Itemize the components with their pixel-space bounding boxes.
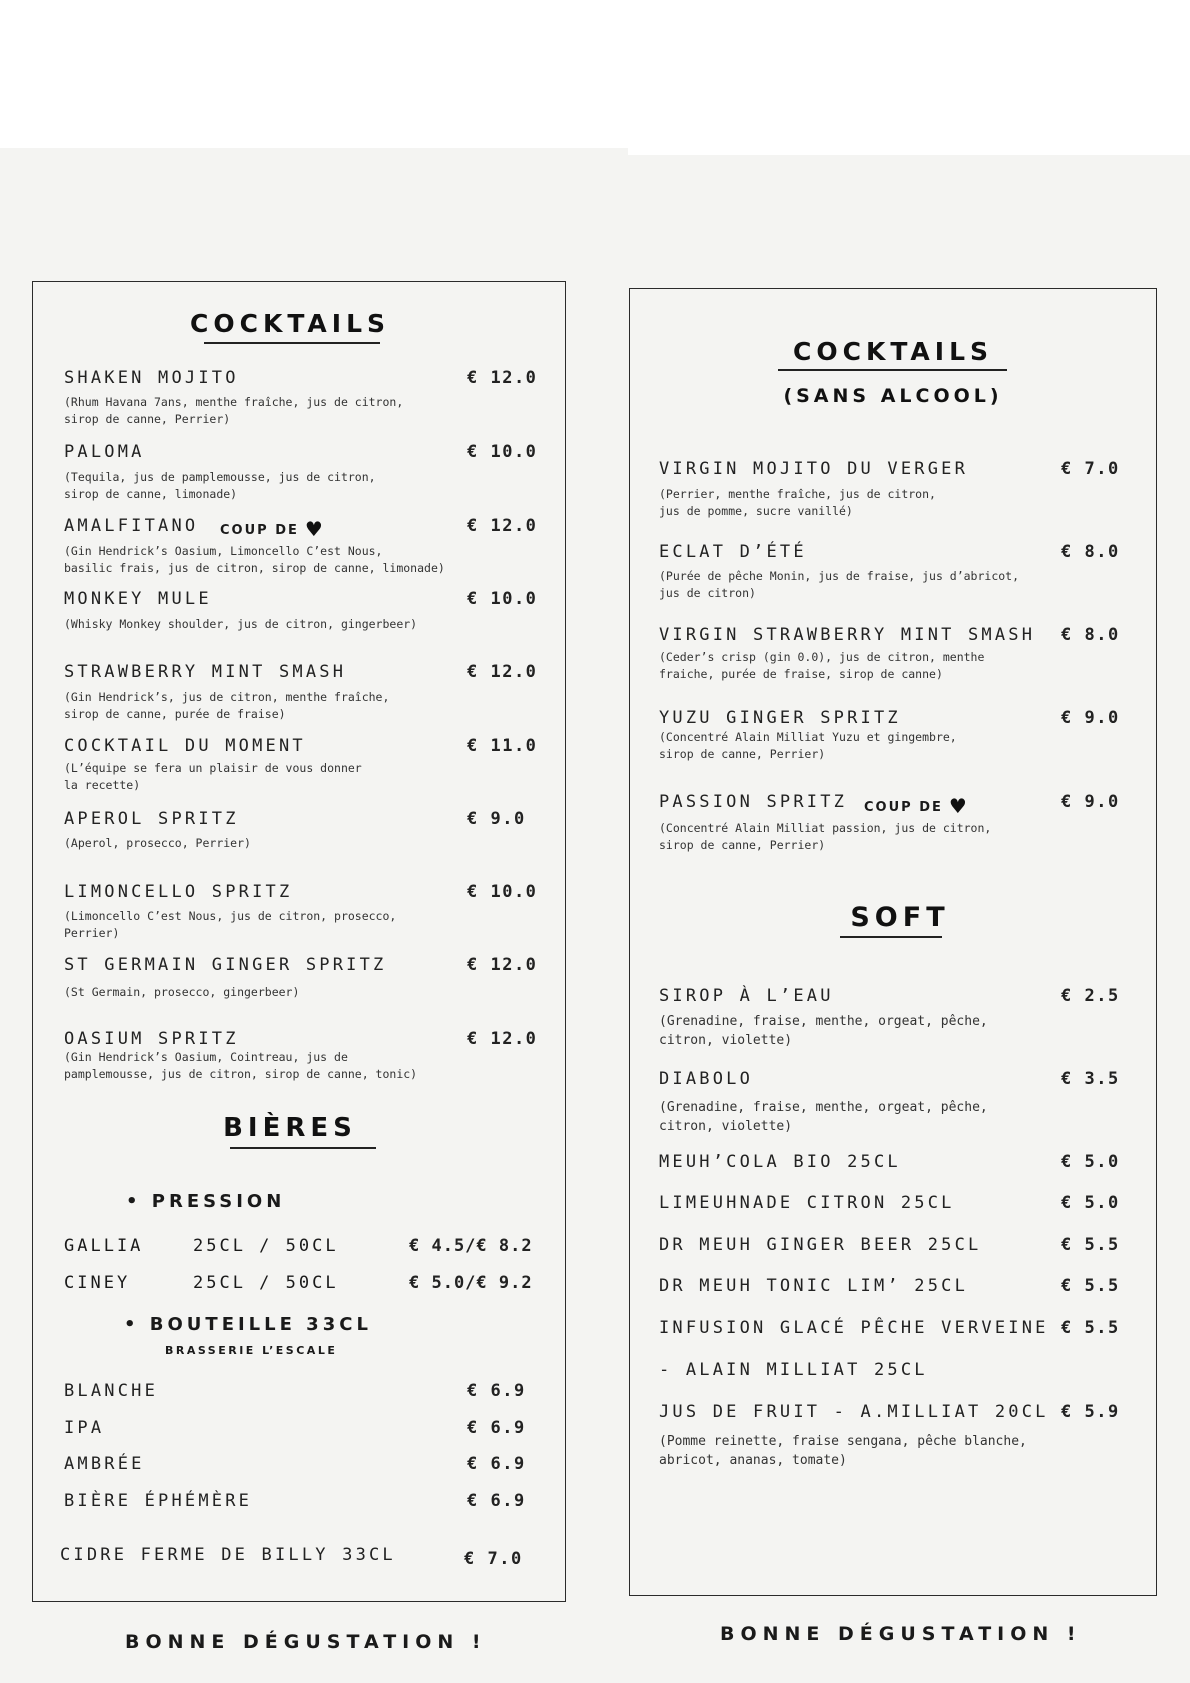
bottle-price: € 6.9 bbox=[467, 1491, 526, 1511]
item-desc: sirop de canne, Perrier) bbox=[659, 747, 826, 761]
bouteille-label: • BOUTEILLE 33CL bbox=[124, 1314, 372, 1335]
beer-price: € 5.0/€ 9.2 bbox=[409, 1273, 533, 1293]
item-desc: (Gin Hendrick’s Oasium, Cointreau, jus de bbox=[64, 1050, 348, 1064]
heart-icon: ♥ bbox=[948, 794, 969, 818]
item-desc: (Rhum Havana 7ans, menthe fraîche, jus de citron, bbox=[64, 395, 404, 409]
item-name: ECLAT D’ÉTÉ bbox=[659, 542, 807, 562]
item-desc: (Aperol, prosecco, Perrier) bbox=[64, 836, 251, 850]
cidre-price: € 7.0 bbox=[464, 1549, 523, 1569]
item-name: PALOMA bbox=[64, 442, 145, 462]
item-price: € 8.0 bbox=[1061, 625, 1120, 645]
item-name: MEUH’COLA BIO 25CL bbox=[659, 1152, 901, 1172]
item-price: € 10.0 bbox=[467, 882, 538, 902]
item-price: € 9.0 bbox=[1061, 792, 1120, 812]
item-desc: jus de pomme, sucre vanillé) bbox=[659, 504, 853, 518]
item-name: DIABOLO bbox=[659, 1069, 754, 1089]
item-name: MONKEY MULE bbox=[64, 589, 212, 609]
item-desc: sirop de canne, Perrier) bbox=[64, 412, 231, 426]
sans-alcool-subtitle: (SANS ALCOOL) bbox=[783, 385, 1003, 407]
item-desc: (Whisky Monkey shoulder, jus de citron, gingerbeer) bbox=[64, 617, 418, 631]
item-name: ST GERMAIN GINGER SPRITZ bbox=[64, 955, 387, 975]
item-name: VIRGIN MOJITO DU VERGER bbox=[659, 459, 969, 479]
item-desc: jus de citron) bbox=[659, 586, 756, 600]
item-name: INFUSION GLACÉ PÊCHE VERVEINE bbox=[659, 1318, 1049, 1338]
item-name: OASIUM SPRITZ bbox=[64, 1029, 239, 1049]
item-price: € 12.0 bbox=[467, 368, 538, 388]
item-desc: sirop de canne, limonade) bbox=[64, 487, 238, 501]
beer-size: 25CL / 50CL bbox=[193, 1273, 339, 1293]
item-desc: (Gin Hendrick’s Oasium, Limoncello C’est Nous, bbox=[64, 544, 383, 558]
left-footer: BONNE DÉGUSTATION ! bbox=[125, 1631, 487, 1653]
beer-name: CINEY bbox=[64, 1273, 131, 1293]
item-price: € 10.0 bbox=[467, 442, 538, 462]
right-footer: BONNE DÉGUSTATION ! bbox=[720, 1623, 1082, 1645]
item-name: STRAWBERRY MINT SMASH bbox=[64, 662, 347, 682]
beer-price: € 4.5/€ 8.2 bbox=[409, 1236, 533, 1256]
bottle-name: AMBRÉE bbox=[64, 1454, 145, 1474]
pression-label: • PRESSION bbox=[126, 1191, 286, 1212]
item-desc: sirop de canne, Perrier) bbox=[659, 838, 826, 852]
item-desc: citron, violette) bbox=[659, 1119, 793, 1134]
item-name: YUZU GINGER SPRITZ bbox=[659, 708, 901, 728]
bottle-price: € 6.9 bbox=[467, 1454, 526, 1474]
item-name: AMALFITANO bbox=[64, 516, 199, 536]
coup-de-coeur-badge bbox=[864, 794, 969, 818]
item-desc: (Ceder’s crisp (gin 0.0), jus de citron, menthe bbox=[659, 650, 985, 664]
item-price: € 8.0 bbox=[1061, 542, 1120, 562]
brasserie-label: BRASSERIE L’ESCALE bbox=[165, 1344, 338, 1357]
item-desc: la recette) bbox=[64, 778, 141, 792]
cidre-name: CIDRE FERME DE BILLY 33CL bbox=[60, 1545, 396, 1565]
item-desc: basilic frais, jus de citron, sirop de canne, limonade) bbox=[64, 561, 445, 575]
item-price: € 12.0 bbox=[467, 662, 538, 682]
item-name: LIMONCELLO SPRITZ bbox=[64, 882, 293, 902]
item-name: SIROP À L’EAU bbox=[659, 986, 834, 1006]
bottle-price: € 6.9 bbox=[467, 1381, 526, 1401]
soft-title-underline bbox=[840, 936, 942, 938]
nonalc-cocktails-title: COCKTAILS bbox=[793, 337, 994, 366]
item-desc: citron, violette) bbox=[659, 1033, 793, 1048]
cocktails-title: COCKTAILS bbox=[190, 309, 391, 338]
item-desc: (Pomme reinette, fraise sengana, pêche blanche, bbox=[659, 1434, 1027, 1449]
item-desc: fraiche, purée de fraise, sirop de canne) bbox=[659, 667, 943, 681]
beers-title-underline bbox=[230, 1147, 376, 1149]
item-name: APEROL SPRITZ bbox=[64, 809, 239, 829]
soft-title: SOFT bbox=[850, 902, 950, 933]
item-name: JUS DE FRUIT - A.MILLIAT 20CL bbox=[659, 1402, 1049, 1422]
bottle-name: BIÈRE ÉPHÉMÈRE bbox=[64, 1491, 253, 1511]
item-desc: pamplemousse, jus de citron, sirop de canne, tonic) bbox=[64, 1067, 418, 1081]
item-desc: Perrier) bbox=[64, 926, 120, 940]
bottle-price: € 6.9 bbox=[467, 1418, 526, 1438]
item-desc: (Concentré Alain Milliat Yuzu et gingembre, bbox=[659, 730, 957, 744]
beers-title: BIÈRES bbox=[223, 1113, 357, 1143]
beer-name: GALLIA bbox=[64, 1236, 144, 1256]
coup-de-coeur-badge bbox=[220, 517, 325, 541]
item-desc: (Perrier, menthe fraîche, jus de citron, bbox=[659, 487, 936, 501]
item-name: COCKTAIL DU MOMENT bbox=[64, 736, 306, 756]
coup-de-coeur-label: COUP DE bbox=[220, 523, 299, 538]
bottle-name: BLANCHE bbox=[64, 1381, 159, 1401]
item-price: € 9.0 bbox=[1061, 708, 1120, 728]
item-price: € 3.5 bbox=[1061, 1069, 1120, 1089]
item-name: DR MEUH GINGER BEER 25CL bbox=[659, 1235, 982, 1255]
item-price: € 12.0 bbox=[467, 955, 538, 975]
item-desc: (Grenadine, fraise, menthe, orgeat, pêche, bbox=[659, 1100, 988, 1115]
item-desc: sirop de canne, purée de fraise) bbox=[64, 707, 286, 721]
nonalc-cocktails-underline bbox=[778, 369, 1007, 371]
item-price: € 5.9 bbox=[1061, 1402, 1120, 1422]
item-name: SHAKEN MOJITO bbox=[64, 368, 239, 388]
item-desc: (Limoncello C’est Nous, jus de citron, prosecco, bbox=[64, 909, 397, 923]
item-desc: (Gin Hendrick’s, jus de citron, menthe fraîche, bbox=[64, 690, 390, 704]
item-desc: (Grenadine, fraise, menthe, orgeat, pêche, bbox=[659, 1014, 988, 1029]
item-price: € 7.0 bbox=[1061, 459, 1120, 479]
beer-size: 25CL / 50CL bbox=[193, 1236, 339, 1256]
item-price: € 11.0 bbox=[467, 736, 538, 756]
item-name: PASSION SPRITZ bbox=[659, 792, 848, 812]
item-desc: (St Germain, prosecco, gingerbeer) bbox=[64, 985, 300, 999]
item-price: € 5.5 bbox=[1061, 1318, 1120, 1338]
heart-icon: ♥ bbox=[304, 517, 325, 541]
item-price: € 5.5 bbox=[1061, 1235, 1120, 1255]
item-price: € 12.0 bbox=[467, 1029, 538, 1049]
item-price: € 5.0 bbox=[1061, 1193, 1120, 1213]
item-desc: (L’équipe se fera un plaisir de vous donner bbox=[64, 761, 362, 775]
item-desc: abricot, ananas, tomate) bbox=[659, 1453, 847, 1468]
item-name: LIMEUHNADE CITRON 25CL bbox=[659, 1193, 955, 1213]
item-desc: (Purée de pêche Monin, jus de fraise, jus d’abricot, bbox=[659, 569, 1020, 583]
bottle-name: IPA bbox=[64, 1418, 105, 1438]
item-name: - ALAIN MILLIAT 25CL bbox=[659, 1360, 928, 1380]
item-price: € 10.0 bbox=[467, 589, 538, 609]
item-price: € 12.0 bbox=[467, 516, 538, 536]
item-price: € 9.0 bbox=[467, 809, 526, 829]
item-desc: (Concentré Alain Milliat passion, jus de citron, bbox=[659, 821, 992, 835]
item-price: € 5.0 bbox=[1061, 1152, 1120, 1172]
cocktails-title-underline bbox=[204, 342, 380, 344]
item-price: € 2.5 bbox=[1061, 986, 1120, 1006]
right-menu-panel bbox=[629, 288, 1157, 1596]
item-name: DR MEUH TONIC LIM’ 25CL bbox=[659, 1276, 969, 1296]
coup-de-coeur-label: COUP DE bbox=[864, 800, 943, 815]
item-desc: (Tequila, jus de pamplemousse, jus de citron, bbox=[64, 470, 376, 484]
item-name: VIRGIN STRAWBERRY MINT SMASH bbox=[659, 625, 1036, 645]
item-price: € 5.5 bbox=[1061, 1276, 1120, 1296]
